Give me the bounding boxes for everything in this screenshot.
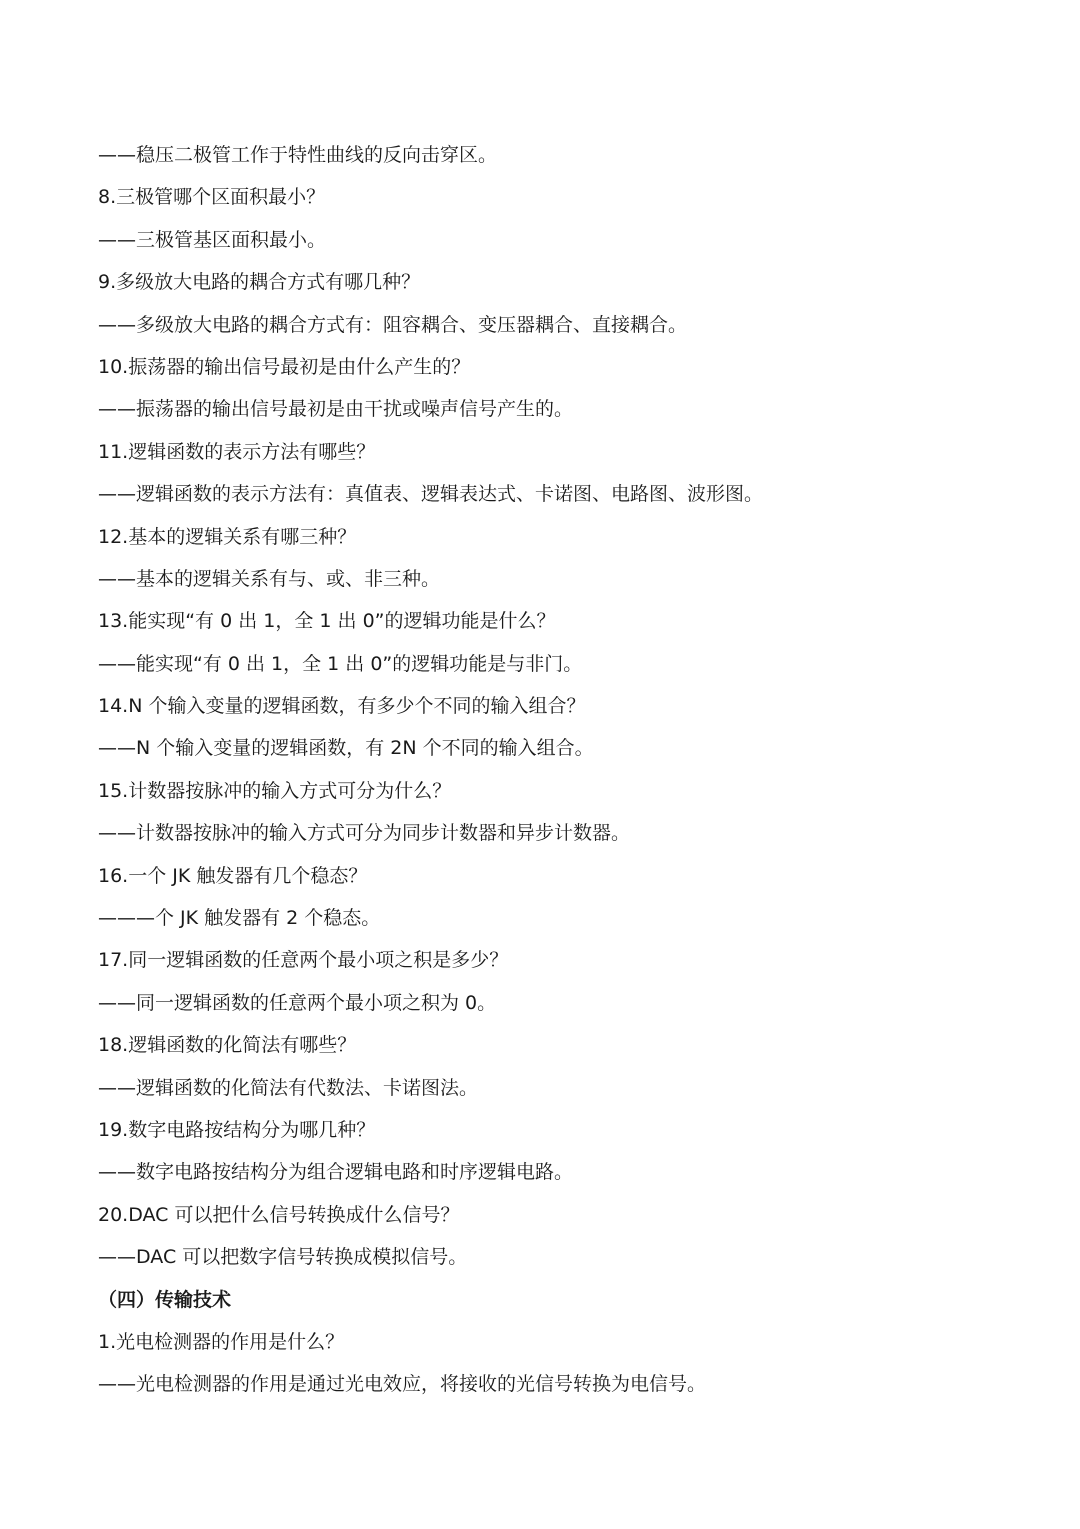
answer-line: ——光电检测器的作用是通过光电效应，将接收的光信号转换为电信号。 <box>98 1373 707 1396</box>
question-line: 1.光电检测器的作用是什么？ <box>98 1330 345 1353</box>
answer-line: ——能实现“有 0 出 1，全 1 出 0”的逻辑功能是与非门。 <box>98 652 583 675</box>
question-line: 13.能实现“有 0 出 1，全 1 出 0”的逻辑功能是什么？ <box>98 610 556 633</box>
question-line: 10.振荡器的输出信号最初是由什么产生的？ <box>98 355 471 378</box>
answer-line: ——同一逻辑函数的任意两个最小项之积为 0。 <box>98 991 497 1014</box>
question-line: 19.数字电路按结构分为哪几种？ <box>98 1118 376 1141</box>
question-line: 8.三极管哪个区面积最小？ <box>98 186 326 209</box>
answer-line: ———个 JK 触发器有 2 个稳态。 <box>98 907 381 930</box>
question-line: 9.多级放大电路的耦合方式有哪几种？ <box>98 271 421 294</box>
section-heading: （四）传输技术 <box>98 1288 232 1311</box>
answer-line: ——稳压二极管工作于特性曲线的反向击穿区。 <box>98 144 498 166</box>
question-line: 18.逻辑函数的化简法有哪些？ <box>98 1034 357 1057</box>
question-line: 15.计数器按脉冲的输入方式可分为什么？ <box>98 779 452 802</box>
answer-line: ——三极管基区面积最小。 <box>98 228 327 251</box>
answer-line: ——多级放大电路的耦合方式有：阻容耦合、变压器耦合、直接耦合。 <box>98 313 688 336</box>
answer-line: ——计数器按脉冲的输入方式可分为同步计数器和异步计数器。 <box>98 822 631 845</box>
answer-line: ——基本的逻辑关系有与、或、非三种。 <box>98 567 441 590</box>
answer-line: ——数字电路按结构分为组合逻辑电路和时序逻辑电路。 <box>98 1161 574 1184</box>
question-line: 16.一个 JK 触发器有几个稳态？ <box>98 864 368 887</box>
question-line: 20.DAC 可以把什么信号转换成什么信号？ <box>98 1203 460 1226</box>
question-line: 12.基本的逻辑关系有哪三种？ <box>98 525 357 548</box>
question-line: 14.N 个输入变量的逻辑函数，有多少个不同的输入组合？ <box>98 695 586 718</box>
answer-line: ——振荡器的输出信号最初是由干扰或噪声信号产生的。 <box>98 398 574 421</box>
question-line: 17.同一逻辑函数的任意两个最小项之积是多少？ <box>98 949 509 972</box>
answer-line: ——逻辑函数的表示方法有：真值表、逻辑表达式、卡诺图、电路图、波形图。 <box>98 483 764 506</box>
question-line: 11.逻辑函数的表示方法有哪些？ <box>98 440 376 463</box>
answer-line: ——DAC 可以把数字信号转换成模拟信号。 <box>98 1246 468 1269</box>
document-page <box>98 134 1038 1406</box>
answer-line: ——逻辑函数的化简法有代数法、卡诺图法。 <box>98 1076 479 1099</box>
answer-line: ——N 个输入变量的逻辑函数，有 2N 个不同的输入组合。 <box>98 737 594 760</box>
